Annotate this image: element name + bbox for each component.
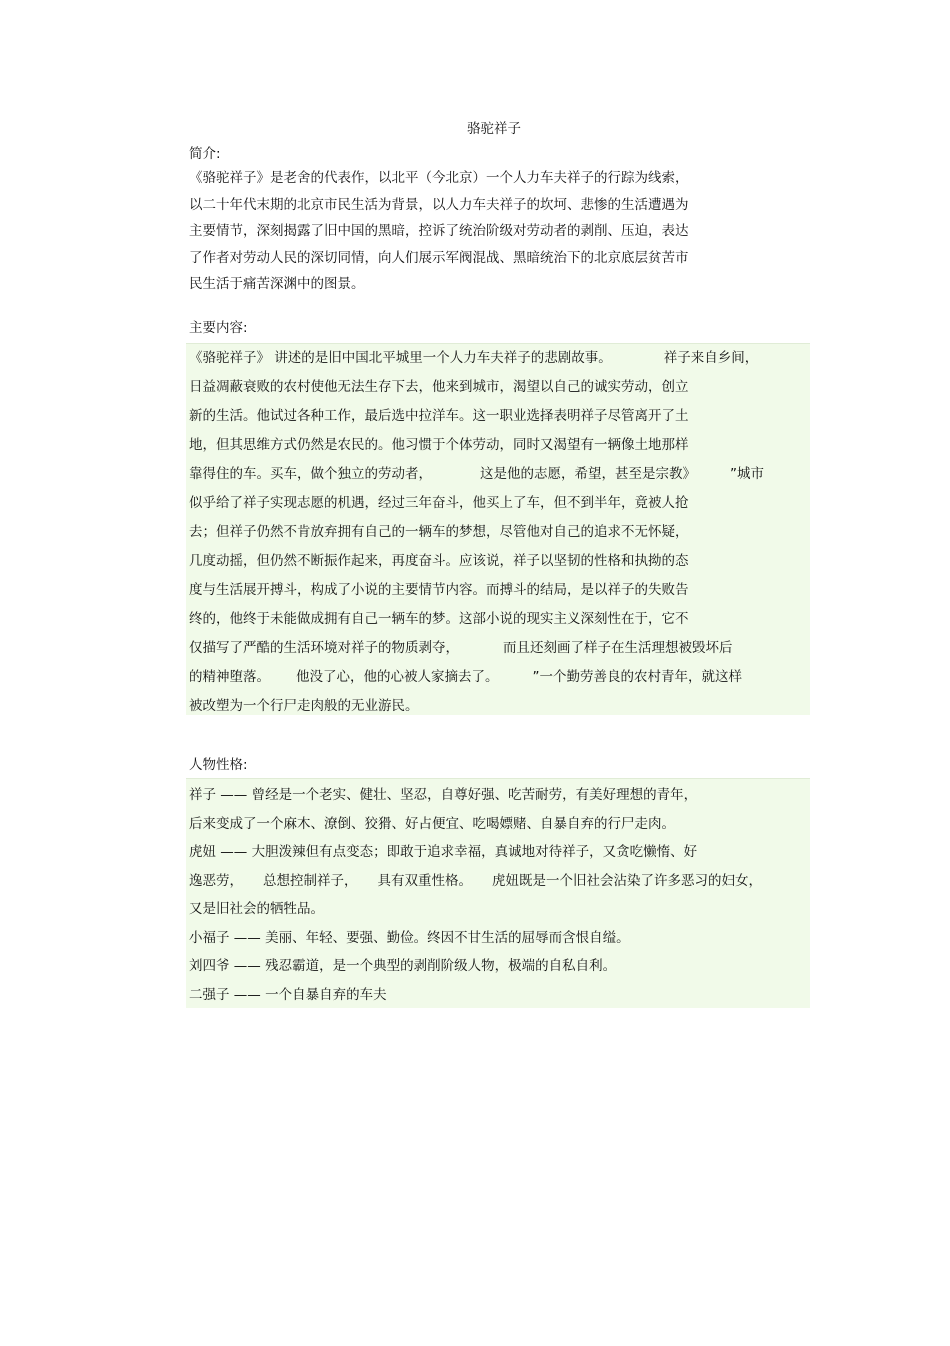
content-line	[189, 663, 810, 692]
content-segment: 靠得住的车。买车，做个独立的劳动者，	[189, 466, 432, 482]
character-segment: 后来变成了一个麻木、潦倒、狡猾、好占便宜、吃喝嫖赌、自暴自弃的行尸走肉。	[189, 815, 675, 832]
character-line	[189, 895, 810, 924]
content-line	[189, 344, 810, 373]
characters-box	[186, 778, 810, 1008]
content-box	[186, 343, 810, 715]
character-segment: 祥子 —— 曾经是一个老实、健壮、坚忍，自尊好强、吃苦耐劳，有美好理想的青年，	[189, 787, 698, 803]
intro-line: 了作者对劳动人民的深切同情，向人们展示军阀混战、黑暗统治下的北京底层贫苦市	[189, 249, 689, 266]
characters-label: 人物性格:	[189, 757, 248, 773]
character-segment: 小福子 —— 美丽、年轻、要强、勤俭。终因不甘生活的屈辱而含恨自缢。	[189, 929, 630, 946]
content-segment: 祥子来自乡间，	[663, 350, 759, 366]
document-title: 骆驼祥子	[467, 121, 521, 137]
content-line	[189, 692, 810, 721]
content-segment: 终的，他终于未能做成拥有自己一辆车的梦。这部小说的现实主义深刻性在于，它不	[189, 611, 689, 627]
content-segment: 度与生活展开搏斗，构成了小说的主要情节内容。而搏斗的结局，是以祥子的失败告	[189, 582, 689, 598]
content-segment: 这是他的志愿，希望，甚至是宗教》	[480, 466, 696, 482]
content-line	[189, 634, 810, 663]
character-line	[189, 810, 810, 839]
content-line	[189, 489, 810, 518]
intro-label: 简介:	[189, 146, 221, 162]
content-segment: ”城市	[730, 466, 764, 482]
character-line	[189, 781, 810, 810]
content-segment: 去；但祥子仍然不肯放弃拥有自己的一辆车的梦想，尽管他对自己的追求不无怀疑，	[189, 524, 689, 540]
content-segment: 似乎给了祥子实现志愿的机遇，经过三年奋斗，他买上了车，但不到半年，竟被人抢	[189, 495, 689, 511]
character-segment: 二强子 —— 一个自暴自弃的车夫	[189, 986, 387, 1003]
intro-line: 民生活于痛苦深渊中的图景。	[189, 276, 365, 293]
content-line	[189, 402, 810, 431]
content-line	[189, 605, 810, 634]
content-segment: 的精神堕落。	[189, 669, 270, 685]
character-segment: 具有双重性格。	[377, 872, 472, 889]
content-segment: 仅描写了严酷的生活环境对祥子的物质剥夺，	[189, 640, 459, 656]
content-line	[189, 431, 810, 460]
content-line	[189, 518, 810, 547]
character-line	[189, 952, 810, 981]
character-segment: 总想控制祥子，	[263, 872, 358, 889]
character-segment: 虎妞 —— 大胆泼辣但有点变态；即敢于追求幸福，真诚地对待祥子，又贪吃懒惰、好	[189, 844, 698, 860]
content-segment: 他没了心，他的心被人家摘去了。	[296, 669, 499, 685]
content-segment: 地，但其思维方式仍然是农民的。他习惯于个体劳动，同时又渴望有一辆像土地那样	[189, 437, 689, 453]
content-segment: 被改塑为一个行尸走肉般的无业游民。	[189, 698, 419, 714]
character-segment: 虎妞既是一个旧社会沾染了许多恶习的妇女，	[492, 872, 762, 889]
content-line	[189, 576, 810, 605]
intro-paragraph	[189, 168, 789, 301]
character-line	[189, 981, 810, 1010]
character-line	[189, 867, 810, 896]
intro-line: 主要情节，深刻揭露了旧中国的黑暗，控诉了统治阶级对劳动者的剥削、压迫，表达	[189, 223, 689, 240]
intro-line: 《骆驼祥子》是老舍的代表作，以北平（今北京）一个人力车夫祥子的行踪为线索，	[189, 170, 689, 186]
character-line	[189, 838, 810, 867]
content-line	[189, 373, 810, 402]
character-line	[189, 924, 810, 953]
content-segment: 《骆驼祥子》 讲述的是旧中国北平城里一个人力车夫祥子的悲剧故事。	[189, 350, 612, 366]
character-segment: 又是旧社会的牺牲品。	[189, 901, 324, 917]
content-line	[189, 460, 810, 489]
content-segment: ”一个勤劳善良的农村青年，就这样	[532, 669, 742, 685]
character-segment: 刘四爷 —— 残忍霸道，是一个典型的剥削阶级人物，极端的自私自利。	[189, 958, 617, 974]
content-line	[189, 547, 810, 576]
character-segment: 逸恶劳，	[189, 872, 243, 889]
content-label: 主要内容:	[189, 320, 248, 336]
content-segment: 而且还刻画了样子在生活理想被毁坏后	[503, 640, 733, 656]
content-segment: 新的生活。他试过各种工作，最后选中拉洋车。这一职业选择表明祥子尽管离开了土	[189, 408, 689, 424]
intro-line: 以二十年代末期的北京市民生活为背景，以人力车夫祥子的坎坷、悲惨的生活遭遇为	[189, 196, 689, 213]
content-segment: 几度动摇，但仍然不断振作起来，再度奋斗。应该说，祥子以坚韧的性格和执拗的态	[189, 553, 689, 569]
content-segment: 日益凋蔽衰败的农村使他无法生存下去，他来到城市，渴望以自己的诚实劳动，创立	[189, 379, 689, 395]
